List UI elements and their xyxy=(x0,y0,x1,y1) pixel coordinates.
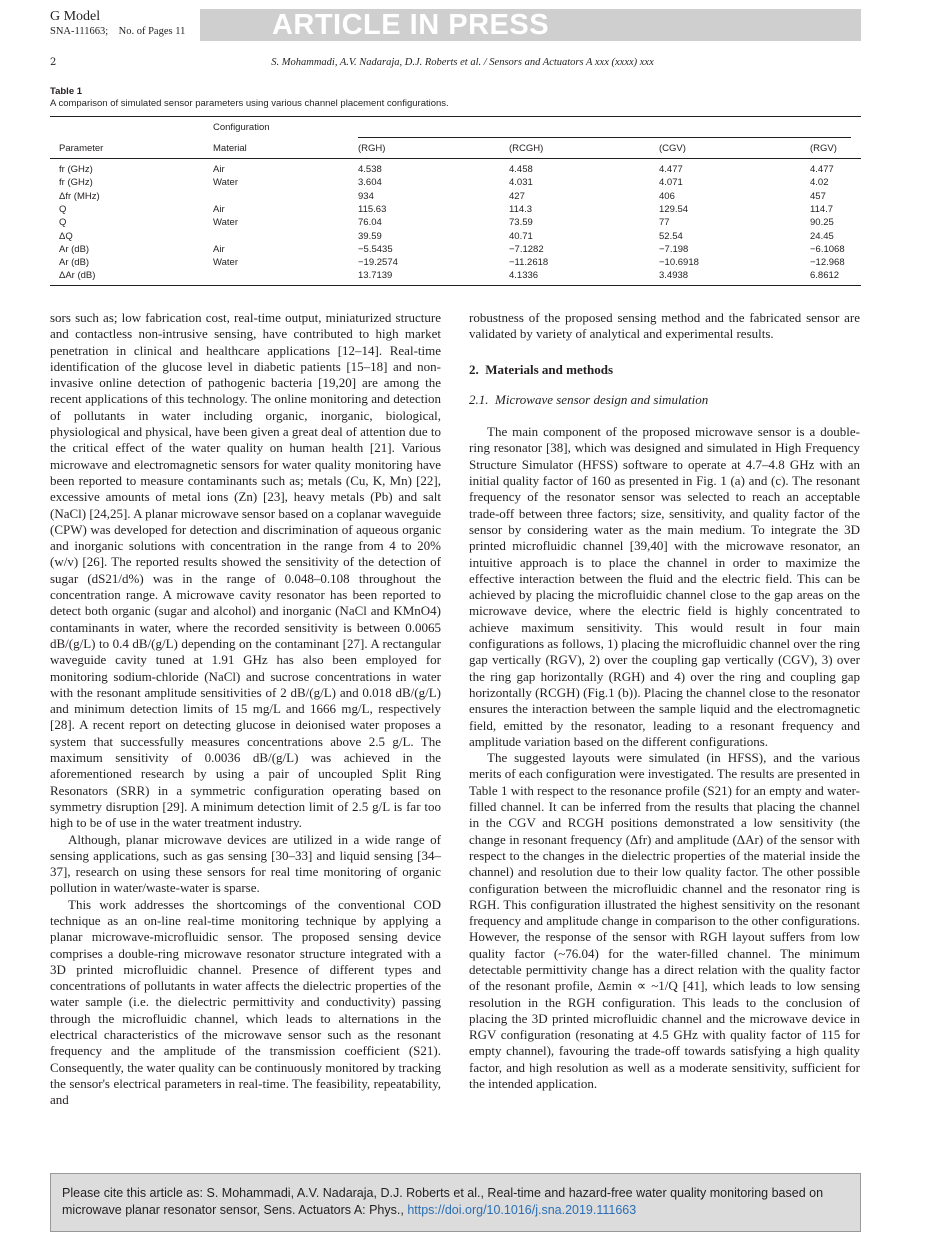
table-cell: −10.6918 xyxy=(659,257,699,269)
table-caption xyxy=(50,86,449,110)
table-cell: Q xyxy=(59,217,67,229)
table-top-rule xyxy=(50,116,861,117)
table-label: Table 1 xyxy=(50,86,83,97)
table-cell: 457 xyxy=(810,190,826,202)
table-cell: −5.5435 xyxy=(358,243,393,255)
table-body xyxy=(50,163,861,283)
table-cell: 115.63 xyxy=(358,203,387,215)
col-header: Parameter xyxy=(59,143,104,154)
model-label: G Model xyxy=(50,9,101,24)
table-caption-text: A comparison of simulated sensor parameters using various channel placement configurations. xyxy=(50,98,449,109)
citation-text: Please cite this article as: S. Mohammadi, A.V. Nadaraja, D.J. Roberts et al., Real-time and hazard-free water quality monitoring based on microwave planar resonator sensor, Sens. Actuators A: Phys., xyxy=(62,1186,824,1217)
table-header-rule xyxy=(50,158,861,159)
doi-link[interactable]: https://doi.org/10.1016/j.sna.2019.111663 xyxy=(407,1203,637,1217)
table-cell: 76.04 xyxy=(358,217,382,229)
table-cell: Δfr (MHz) xyxy=(59,190,100,202)
table-cell: Water xyxy=(213,217,238,229)
table-cell: 73.59 xyxy=(509,217,533,229)
col-header: (CGV) xyxy=(659,143,686,154)
article-in-press-banner xyxy=(200,9,861,41)
table-cell: 4.477 xyxy=(659,164,683,175)
table-cell: −6.1068 xyxy=(810,243,845,255)
table-cell: Water xyxy=(213,177,238,189)
table-cell: 3.4938 xyxy=(659,270,689,282)
col-header: Material xyxy=(213,143,247,154)
table-cell: 13.7139 xyxy=(358,270,393,282)
table-cell: Air xyxy=(213,164,225,175)
page-number: 2 xyxy=(50,57,57,68)
col-header: (RGV) xyxy=(810,143,837,154)
left-text-column xyxy=(50,310,441,1109)
table-cell: Ar (dB) xyxy=(59,243,90,255)
table-cell: 114.3 xyxy=(509,203,533,215)
table-cell: 90.25 xyxy=(810,217,834,229)
table-cell: 4.1336 xyxy=(509,270,539,282)
col-header: (RGH) xyxy=(358,143,386,154)
manuscript-ref: SNA-111663; No. of Pages 11 xyxy=(50,26,186,37)
paragraph: The suggested layouts were simulated (in HFSS), and the various merits of each configuration were investigated. The results are presented in Table 1 with respect to the resonance profile (S21) for an empty and water-filled channel. It can be inferred from the results that placing the channel in the CGV and RCGH positions demonstrated a low sensitivity (the change in resonant frequency (Δfr) and amplitude (ΔAr) of the sensor with respect to the changes in the dielectric properties of the material inside the channel) and resolution due to their low quality factor. The other possible configuration between the microfluidic channel and the resonator ring is RGH. This configuration illustrated the highest sensitivity on the resonant frequency and amplitude change in comparison to the other configurations. However, the response of the sensor with RGH layout suffers from low quality factor (~76.04) for the water-filled channel. The minimum detectable permittivity change has a direct relation with the quality factor of the resonant profile, Δεmin ∝ ~1/Q [41], which leads to low sensing resolution in the RGH configuration. This leads to the conclusion of placing the 3D printed microfluidic channel and the microwave device in RGV configuration (resonating at 4.5 GHz with quality factor of 115 for empty channel), favouring the trade-off towards satisfying a high quality factor, and high resolution as well as a moderate sensitivity, sufficient for the intended application. xyxy=(469,750,860,1092)
subsection-heading: 2.1. Microwave sensor design and simulation xyxy=(469,391,709,407)
paragraph: The main component of the proposed microwave sensor is a double-ring resonator [38], which was designed and simulated in High Frequency Structure Simulator (HFSS) software to operate at 4.7–4.8 GHz with an initial quality factor of 160 as presented in Fig. 1 (a) and (c). The resonant frequency of the resonator sensor was selected to reach an acceptable trade-off between three factors; size, sensitivity, and quality factor of the sensor by considering water as the main medium. To integrate the 3D printed microfluidic channel [39,40] with the microwave resonator, an intuitive approach is to place the channel in order to maximize the effective interaction between the fluid and the electric field. This can be achieved by placing the microfluidic channel close to the gap areas on the microwave device, where the electric field is highly concentrated to achieve maximum sensitivity. This would result in four main configurations as follows, 1) placing the microfluidic channel over the ring gap vertically (RGV), 2) over the coupling gap vertically (CGV), 3) over the ring gap horizontally (RGH) and 4) over the ring and coupling gap horizontally (RCGH) (Fig.1 (b)). Placing the channel close to the resonator ensures the interaction between the sample liquid and the electromagnetic field, emitted by the resonator, leading to a resonant frequency and amplitude variation based on the different configurations. xyxy=(469,424,860,749)
table-cell: Q xyxy=(59,203,67,215)
table-cell: 39.59 xyxy=(358,230,382,242)
citation-box xyxy=(50,1173,861,1232)
table-cell: fr (GHz) xyxy=(59,164,93,175)
paragraph: robustness of the proposed sensing method and the fabricated sensor are validated by variety of analytical and experimental results. xyxy=(469,310,860,342)
table-cell: 406 xyxy=(659,190,675,202)
banner-text: ARTICLE IN PRESS xyxy=(271,9,550,41)
table-cell: 77 xyxy=(659,217,670,229)
col-header: (RCGH) xyxy=(509,143,544,154)
table-cell: 427 xyxy=(509,190,525,202)
table-cell: 114.7 xyxy=(810,203,834,215)
table-cell: −12.968 xyxy=(810,257,845,269)
table-cell: 4.458 xyxy=(509,164,533,175)
table-bottom-rule xyxy=(50,285,861,286)
running-title: S. Mohammadi, A.V. Nadaraja, D.J. Roberts et al. / Sensors and Actuators A xxx (xxxx) xxx xyxy=(271,57,654,68)
table-cell: Ar (dB) xyxy=(59,257,90,269)
paragraph: Although, planar microwave devices are utilized in a wide range of sensing applications, such as gas sensing [30–33] and liquid sensing [34–37], research on using these sensors for real time monitoring of organic pollution in water/waste-water is sparse. xyxy=(50,831,441,896)
table-cell: ΔAr (dB) xyxy=(59,270,96,282)
table-cell: Water xyxy=(213,257,238,269)
table-cell: 934 xyxy=(358,190,374,202)
table-cell: 129.54 xyxy=(659,203,689,215)
config-group-header: Configuration xyxy=(213,122,270,133)
table-cell: −7.1282 xyxy=(509,243,544,255)
table-cell: 4.538 xyxy=(358,164,382,175)
table-cell: 40.71 xyxy=(509,230,533,242)
table-cell: Air xyxy=(213,203,225,215)
table-cell: Air xyxy=(213,243,225,255)
config-group-rule xyxy=(358,137,851,138)
table-cell: fr (GHz) xyxy=(59,177,93,189)
table-cell: 4.477 xyxy=(810,164,834,175)
table-cell: 4.031 xyxy=(509,177,533,189)
section-heading: 2. Materials and methods xyxy=(469,361,614,377)
table-cell: 6.8612 xyxy=(810,270,840,282)
table-cell: 3.604 xyxy=(358,177,382,189)
paragraph: sors such as; low fabrication cost, real-time output, miniaturized structure and contactless non-intrusive sensing, have contributed to high market penetration in clinical and healthcare applications [12–14]. Real-time identification of the glucose level in diabetic patients [15–18] and non-invasive online detection of pathogenic bacteria [19,20] are among the recent applications of this technology. The online monitoring and detection of pollutants in water including organic, inorganic, biological, physiological and physical, have been given a great deal of attention due to the critical effect of the water quality on human health [21]. Various microwave and electromagnetic sensors for water quality monitoring have been reported to measure contaminants such as; metals (Cu, K, Mn) [22], excessive amounts of metal ions (Zn) [23], heavy metals (Pb) and salt (NaCl) [24,25]. A planar microwave sensor based on a coplanar waveguide (CPW) was developed for detection and discrimination of aqueous organic and inorganic solutions with concentration in the range from 4 to 20% (w/v) [26]. The reported results showed the sensitivity of the detection of sugar (dS21/d%) was in the range of 0.048–0.108 throughout the concentration range. A microwave cavity resonator has been reported to detect both organic (sugar and alcohol) and inorganic (NaCl and KMnO4) contaminants in water, where the recorded sensitivity is between 0.0065 dB/(g/L) to 0.4 dB/(g/L) depending on the contaminant [27]. A rectangular waveguide cavity tuned at 1.91 GHz has also been employed for monitoring sodium-chloride (NaCl) and sucrose concentrations in water with the resonant amplitude sensitivities of 2 dB/(g/L) and 0.018 dB/(g/L) and minimum detection limits of 15 mg/L and 1666 mg/L, respectively [28]. A recent report on detecting glucose in deionised water proposes a system that successfully measures concentrations above 2.5 g/L. The maximum sensitivity of 0.0036 dB/(g/L) was achieved in the aforementioned research by using a pair of uncoupled Split Ring Resonators (SRR) in a symmetric configuration operating based on symmetry disruption [29]. A minimum detection limit of 2.5 g/L is far too high to be of use in the water treatment industry. xyxy=(50,310,441,831)
paragraph: This work addresses the shortcomings of the conventional COD technique as an on-line real-time monitoring technique by applying a planar microwave-microfluidic sensor. The proposed sensing device comprises a double-ring microwave resonator structure integrated with a 3D printed microfluidic channel. Presence of different types and concentrations of pollutants in water affects the dielectric properties of the water sample (i.e. the dielectric permittivity and conductivity) passing through the microfluidic channel, which leads to alternations in the electrical characteristics of the microwave sensor such as the resonant frequency and the amplitude of the transmission coefficient (S21). Consequently, the water quality can be continuously monitored by tracking the sensor's electrical parameters in real-time. The feasibility, repeatability, and xyxy=(50,896,441,1108)
table-cell: 4.071 xyxy=(659,177,683,189)
table-cell: ΔQ xyxy=(59,230,73,242)
table-cell: 52.54 xyxy=(659,230,683,242)
table-cell: −11.2618 xyxy=(509,257,549,269)
table-cell: −19.2574 xyxy=(358,257,398,269)
right-text-column xyxy=(469,310,860,1092)
table-cell: 24.45 xyxy=(810,230,834,242)
table-cell: 4.02 xyxy=(810,177,829,189)
table-cell: −7.198 xyxy=(659,243,689,255)
